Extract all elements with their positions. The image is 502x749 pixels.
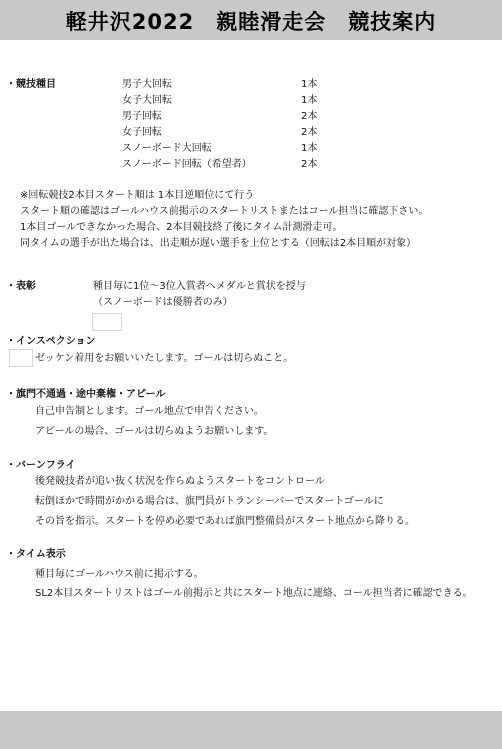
events-note: ※回転競技2本目スタート順は 1本目逆順位にて行う — [20, 190, 255, 201]
event-name: 男子大回転 — [122, 79, 172, 90]
award-line: （スノーボードは優勝者のみ） — [93, 297, 233, 308]
events-note: スタート順の確認はゴールハウス前掲示のスタートリストまたはコール担当に確認下さい。 — [20, 206, 429, 217]
event-name: 女子回転 — [122, 127, 162, 138]
event-runs: 1本 — [301, 95, 318, 106]
award-heading: ・表彰 — [6, 281, 36, 292]
event-runs: 1本 — [301, 143, 318, 154]
award-line: 種目毎に1位～3位入賞者へメダルと賞状を授与 — [93, 281, 306, 292]
time-heading: ・タイム表示 — [6, 549, 66, 560]
event-runs: 2本 — [301, 111, 318, 122]
gate-line: アピールの場合、ゴールは切らぬようお願いします。 — [35, 426, 274, 437]
gate-heading: ・旗門不通過・途中棄権・アピール — [6, 389, 166, 400]
empty-cell — [9, 349, 33, 367]
event-name: 女子大回転 — [122, 95, 172, 106]
events-note: 同タイムの選手が出た場合は、出走順が遅い選手を上位とする（回転は2本目順が対象） — [20, 238, 417, 249]
event-runs: 2本 — [301, 127, 318, 138]
burn-line: その旨を指示。スタートを停め必要であれば旗門整備員がスタート地点から降りる。 — [35, 516, 415, 527]
page-title: 軽井沢2022 親睦滑走会 競技案内 — [65, 10, 437, 34]
event-name: 男子回転 — [122, 111, 162, 122]
events-heading: ・競技種目 — [6, 79, 56, 90]
burn-line: 後発競技者が追い抜く状況を作らぬようスタートをコントロール — [35, 476, 325, 487]
event-name: スノーボード回転（希望者） — [122, 159, 252, 170]
event-runs: 1本 — [301, 79, 318, 90]
burn-heading: ・バーンフライ — [6, 460, 76, 471]
inspection-heading: ・インスペクション — [6, 336, 96, 347]
burn-line: 転倒ほかで時間がかかる場合は、旗門員がトランシーバーでスタートゴールに — [35, 496, 384, 507]
events-note: 1本目ゴールできなかった場合、2本目競技終了後にタイム計測滑走可。 — [20, 222, 343, 233]
empty-cell — [92, 313, 122, 331]
time-line: 種目毎にゴールハウス前に掲示する。 — [35, 569, 204, 580]
event-runs: 2本 — [301, 159, 318, 170]
footer-bar — [0, 711, 502, 749]
time-line: SL2本目スタートリストはゴール前掲示と共にスタート地点に連絡、コール担当者に確認できる。 — [35, 588, 473, 599]
event-name: スノーボード大回転 — [122, 143, 212, 154]
inspection-line: ゼッケン着用をお願いいたします。ゴールは切らぬこと。 — [35, 353, 294, 364]
gate-line: 自己申告制とします。ゴール地点で申告ください。 — [35, 406, 264, 417]
